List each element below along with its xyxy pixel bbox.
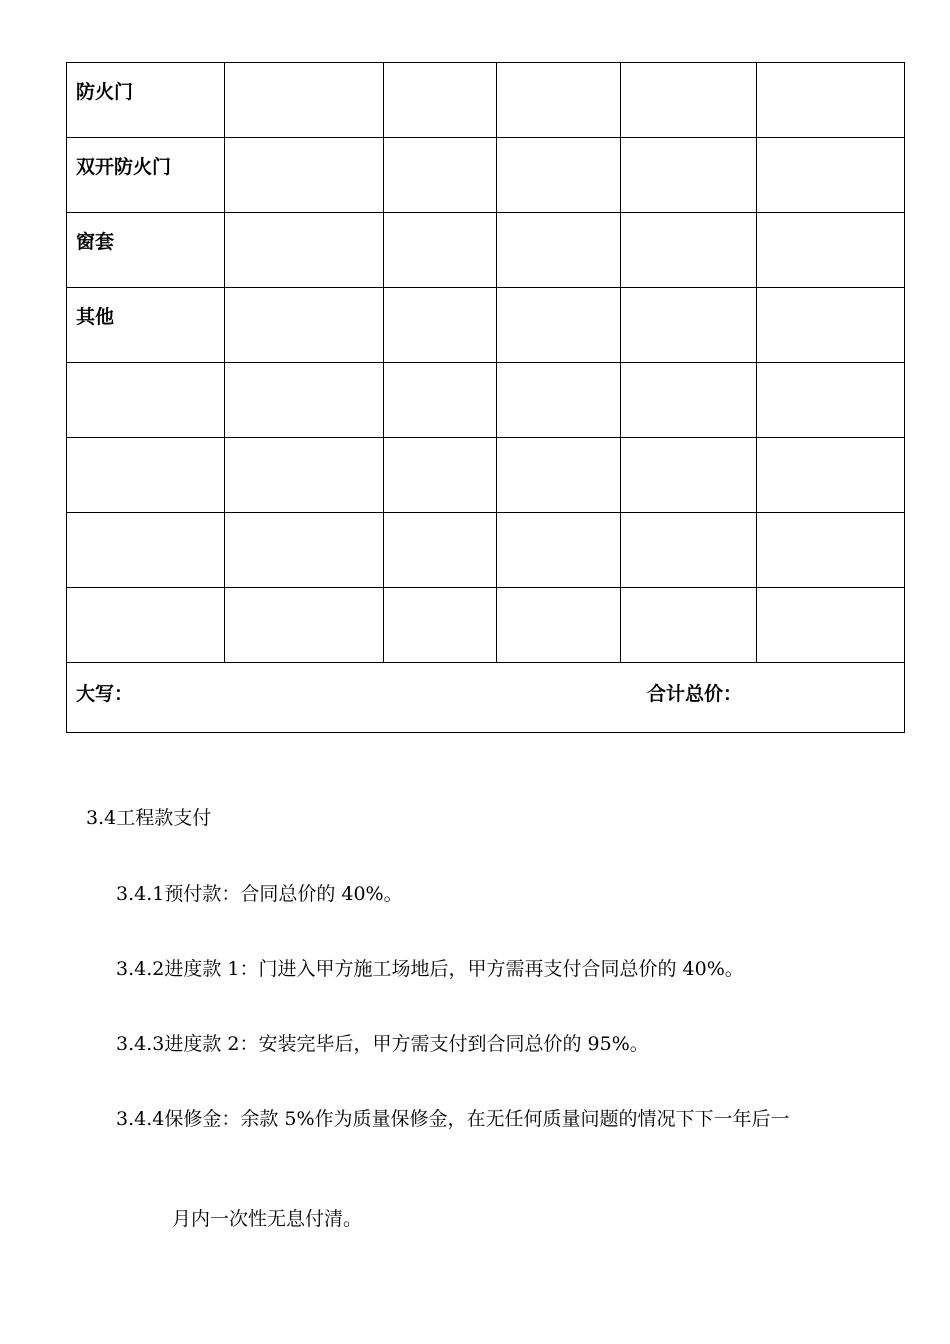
table-cell (384, 513, 497, 588)
table-cell (757, 63, 905, 138)
table-cell (757, 138, 905, 213)
amount-in-words-label: 大写： (76, 683, 134, 705)
table-row (67, 588, 905, 663)
table-cell (497, 138, 621, 213)
table-row (67, 363, 905, 438)
summary-cell (67, 663, 905, 733)
table-cell (621, 288, 757, 363)
table-cell (225, 513, 384, 588)
table-cell (225, 588, 384, 663)
table-cell (225, 213, 384, 288)
row-label: 窗套 (67, 213, 225, 288)
table-cell (225, 438, 384, 513)
table-cell (225, 288, 384, 363)
table-cell (225, 63, 384, 138)
table-cell (384, 588, 497, 663)
payment-item-progress-1: 3.4.2进度款 1：门进入甲方施工场地后，甲方需再支付合同总价的 40%。 (116, 958, 744, 980)
table-cell (621, 438, 757, 513)
row-label (67, 438, 225, 513)
table-row (67, 213, 905, 288)
table-cell (497, 513, 621, 588)
table-cell (384, 63, 497, 138)
table-cell (497, 213, 621, 288)
table-cell (225, 138, 384, 213)
row-label (67, 588, 225, 663)
payment-item-progress-2: 3.4.3进度款 2：安装完毕后，甲方需支付到合同总价的 95%。 (116, 1033, 649, 1055)
table-cell (621, 588, 757, 663)
payment-item-warranty: 3.4.4保修金：余款 5%作为质量保修金，在无任何质量问题的情况下下一年后一 (116, 1108, 790, 1130)
table-cell (757, 363, 905, 438)
table-cell (757, 288, 905, 363)
summary-row (67, 663, 905, 733)
total-price-label: 合计总价： (647, 683, 743, 705)
table-cell (384, 363, 497, 438)
table-cell (757, 513, 905, 588)
row-label (67, 513, 225, 588)
table-cell (621, 513, 757, 588)
table-cell (621, 138, 757, 213)
table-cell (384, 438, 497, 513)
table-cell (384, 288, 497, 363)
table-cell (497, 438, 621, 513)
row-label (67, 363, 225, 438)
table-cell (497, 288, 621, 363)
price-table (66, 62, 905, 733)
table-row (67, 288, 905, 363)
payment-heading: 3.4工程款支付 (86, 807, 212, 829)
table-cell (497, 588, 621, 663)
row-label: 双开防火门 (67, 138, 225, 213)
payment-item-warranty-continuation: 月内一次性无息付清。 (172, 1208, 363, 1230)
table-row (67, 138, 905, 213)
table-cell (225, 363, 384, 438)
table-cell (621, 213, 757, 288)
table-cell (757, 438, 905, 513)
table-cell (497, 63, 621, 138)
table-cell (384, 213, 497, 288)
table-cell (621, 363, 757, 438)
table-cell (757, 213, 905, 288)
row-label: 其他 (67, 288, 225, 363)
table-cell (384, 138, 497, 213)
payment-item-advance: 3.4.1预付款：合同总价的 40%。 (116, 883, 403, 905)
table-row (67, 513, 905, 588)
table-cell (757, 588, 905, 663)
table-cell (621, 63, 757, 138)
price-table-body (67, 63, 905, 733)
table-row (67, 438, 905, 513)
table-row (67, 63, 905, 138)
row-label: 防火门 (67, 63, 225, 138)
table-cell (497, 363, 621, 438)
